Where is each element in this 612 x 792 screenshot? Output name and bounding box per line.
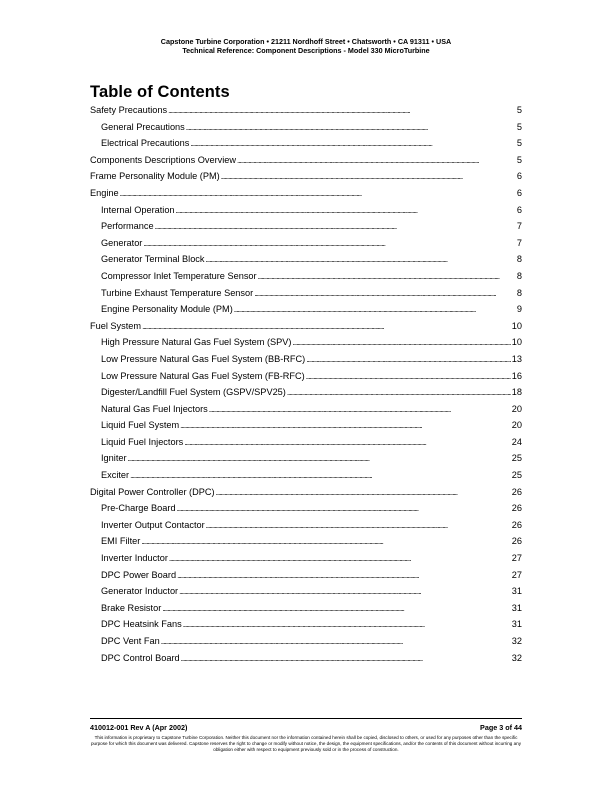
toc-entry[interactable] (90, 616, 522, 633)
toc-leader-dots (162, 601, 511, 618)
toc-entry[interactable] (90, 583, 522, 600)
toc-entry-page: 26 (511, 486, 522, 497)
toc-leader-dots (143, 236, 516, 253)
toc-entry-label: Generator Terminal Block (101, 254, 205, 265)
toc-entry-label: Liquid Fuel System (101, 420, 180, 431)
toc-entry[interactable] (90, 434, 522, 451)
toc-entry[interactable] (90, 384, 522, 401)
toc-entry[interactable] (90, 268, 522, 285)
toc-entry-page: 6 (516, 204, 522, 215)
toc-entry-label: Frame Personality Module (PM) (90, 171, 220, 182)
toc-entry-page: 7 (516, 221, 522, 232)
toc-entry[interactable] (90, 135, 522, 152)
toc-entry[interactable] (90, 450, 522, 467)
toc-entry-label: Turbine Exhaust Temperature Sensor (101, 287, 254, 298)
toc-entry-page: 25 (511, 470, 522, 481)
toc-entry-page: 31 (511, 586, 522, 597)
toc-entry-page: 25 (511, 453, 522, 464)
toc-entry-label: DPC Power Board (101, 569, 177, 580)
toc-entry-label: Liquid Fuel Injectors (101, 436, 184, 447)
toc-entry[interactable] (90, 251, 522, 268)
toc-leader-dots (130, 468, 511, 485)
toc-entry-label: General Precautions (101, 121, 185, 132)
toc-leader-dots (181, 651, 511, 668)
toc-entry-page: 9 (516, 304, 522, 315)
toc-entry[interactable] (90, 517, 522, 534)
toc-entry-label: Brake Resistor (101, 602, 162, 613)
toc-leader-dots (209, 402, 511, 419)
toc-entry[interactable] (90, 467, 522, 484)
toc-entry-page: 10 (511, 337, 522, 348)
toc-entry-page: 20 (511, 420, 522, 431)
toc-entry[interactable] (90, 650, 522, 667)
toc-entry-page: 31 (511, 619, 522, 630)
toc-leader-dots (206, 252, 516, 269)
header-company-line: Capstone Turbine Corporation • 21211 Nordhoff Street • Chatsworth • CA 91311 • USA (160, 37, 452, 46)
toc-entry-label: High Pressure Natural Gas Fuel System (SPV) (101, 337, 292, 348)
toc-leader-dots (306, 369, 511, 386)
toc-leader-dots (177, 568, 511, 585)
toc-leader-dots (287, 385, 511, 402)
toc-entry[interactable] (90, 500, 522, 517)
toc-entry[interactable] (90, 168, 522, 185)
toc-entry-page: 26 (511, 503, 522, 514)
toc-leader-dots (206, 518, 511, 535)
toc-leader-dots (258, 269, 516, 286)
header-document-title: Technical Reference: Component Descriptions - Model 330 MicroTurbine (182, 46, 430, 55)
toc-entry[interactable] (90, 218, 522, 235)
toc-entry-label: Compressor Inlet Temperature Sensor (101, 270, 257, 281)
toc-entry-page: 32 (511, 652, 522, 663)
toc-leader-dots (142, 319, 511, 336)
toc-entry-page: 16 (511, 370, 522, 381)
toc-entry-page: 18 (511, 387, 522, 398)
toc-entry-label: Performance (101, 221, 154, 232)
toc-entry-page: 5 (516, 154, 522, 165)
toc-entry[interactable] (90, 401, 522, 418)
footer-divider (90, 718, 522, 719)
toc-entry-label: Internal Operation (101, 204, 175, 215)
toc-entry[interactable] (90, 235, 522, 252)
toc-entry-label: Components Descriptions Overview (90, 154, 237, 165)
toc-leader-dots (141, 534, 510, 551)
toc-leader-dots (128, 451, 511, 468)
toc-entry[interactable] (90, 152, 522, 169)
toc-entry-page: 6 (516, 187, 522, 198)
toc-entry-label: Inverter Inductor (101, 553, 168, 564)
toc-leader-dots (216, 485, 511, 502)
toc-entry[interactable] (90, 417, 522, 434)
toc-entry-page: 31 (511, 602, 522, 613)
toc-entry[interactable] (90, 600, 522, 617)
toc-leader-dots (169, 551, 511, 568)
toc-entry-label: Natural Gas Fuel Injectors (101, 403, 208, 414)
toc-entry-label: Fuel System (90, 320, 142, 331)
toc-leader-dots (306, 352, 511, 369)
toc-entry-label: Low Pressure Natural Gas Fuel System (BB-RFC) (101, 353, 306, 364)
toc-entry-page: 5 (516, 121, 522, 132)
toc-entry-page: 8 (516, 270, 522, 281)
toc-leader-dots (234, 302, 516, 319)
toc-entry[interactable] (90, 285, 522, 302)
toc-entry-page: 8 (516, 287, 522, 298)
toc-entry-label: Engine Personality Module (PM) (101, 304, 233, 315)
toc-entry-label: DPC Heatsink Fans (101, 619, 182, 630)
toc-leader-dots (177, 501, 511, 518)
footer-proprietary-notice: This information is proprietary to Capstone Turbine Corporation. Neither this document nor the information contained herein shall be copied, disclosed to others, or used for any purposes other than the specific purpose for which this document was delivered. Capstone reserves the right to change or modify without notice, the design, the equipment specifications, and/or the contents of this document without incurring any obligation either with respect to equipment previously sold or in the process of construction. (90, 735, 521, 753)
toc-entry[interactable] (90, 301, 522, 318)
toc-entry-label: Engine (90, 187, 119, 198)
toc-leader-dots (221, 169, 516, 186)
toc-entry-label: DPC Control Board (101, 652, 180, 663)
toc-entry-label: Digester/Landfill Fuel System (GSPV/SPV25) (101, 387, 286, 398)
toc-entry[interactable] (90, 318, 522, 335)
toc-entry-page: 32 (511, 636, 522, 646)
toc-entry-label: Electrical Precautions (101, 138, 190, 149)
toc-entry-page: 6 (516, 171, 522, 182)
toc-leader-dots (184, 435, 511, 452)
footer-page-number: Page 3 of 44 (480, 723, 522, 732)
toc-leader-dots (120, 186, 516, 203)
toc-entry[interactable] (90, 202, 522, 219)
toc-entry-page: 10 (511, 320, 522, 331)
toc-entry-page: 27 (511, 569, 522, 580)
toc-leader-dots (168, 103, 516, 120)
toc-leader-dots (254, 286, 516, 303)
toc-entry-label: DPC Vent Fan (101, 636, 160, 646)
toc-entry-page: 26 (511, 536, 522, 547)
toc-entry-page: 20 (511, 403, 522, 414)
toc-entry-page: 8 (516, 254, 522, 265)
toc-entry[interactable] (90, 533, 522, 550)
toc-entry[interactable] (90, 484, 522, 501)
toc-entry-label: EMI Filter (101, 536, 141, 547)
page-title: Table of Contents (90, 83, 230, 101)
toc-entry-label: Igniter (101, 453, 127, 464)
toc-leader-dots (180, 418, 511, 435)
toc-entry[interactable] (90, 334, 522, 351)
toc-leader-dots (176, 203, 516, 220)
toc-entry-label: Pre-Charge Board (101, 503, 176, 514)
toc-leader-dots (292, 335, 510, 352)
toc-entry-label: Safety Precautions (90, 105, 168, 115)
toc-entry-label: Inverter Output Contactor (101, 519, 205, 530)
toc-entry[interactable] (90, 185, 522, 202)
toc-entry-label: Generator (101, 237, 143, 248)
toc-entry[interactable] (90, 119, 522, 136)
toc-entry-page: 5 (516, 138, 522, 149)
table-of-contents (90, 102, 522, 666)
toc-leader-dots (183, 617, 511, 634)
toc-entry[interactable] (90, 102, 522, 119)
toc-entry[interactable] (90, 633, 522, 650)
toc-entry-page: 13 (511, 353, 522, 364)
toc-entry-label: Digital Power Controller (DPC) (90, 486, 215, 497)
toc-leader-dots (190, 136, 516, 153)
toc-entry-label: Exciter (101, 470, 130, 481)
toc-entry[interactable] (90, 368, 522, 385)
toc-entry-page: 27 (511, 553, 522, 564)
toc-leader-dots (161, 634, 511, 651)
toc-leader-dots (186, 120, 516, 137)
toc-entry[interactable] (90, 550, 522, 567)
toc-entry[interactable] (90, 351, 522, 368)
toc-entry-page: 7 (516, 237, 522, 248)
toc-entry[interactable] (90, 567, 522, 584)
toc-leader-dots (237, 153, 516, 170)
toc-leader-dots (179, 584, 511, 601)
toc-entry-page: 5 (516, 105, 522, 115)
footer-document-id: 410012-001 Rev A (Apr 2002) (90, 723, 188, 732)
toc-entry-page: 26 (511, 519, 522, 530)
toc-entry-label: Low Pressure Natural Gas Fuel System (FB-RFC) (101, 370, 305, 381)
toc-entry-page: 24 (511, 436, 522, 447)
toc-entry-label: Generator Inductor (101, 586, 179, 597)
toc-leader-dots (155, 219, 516, 236)
